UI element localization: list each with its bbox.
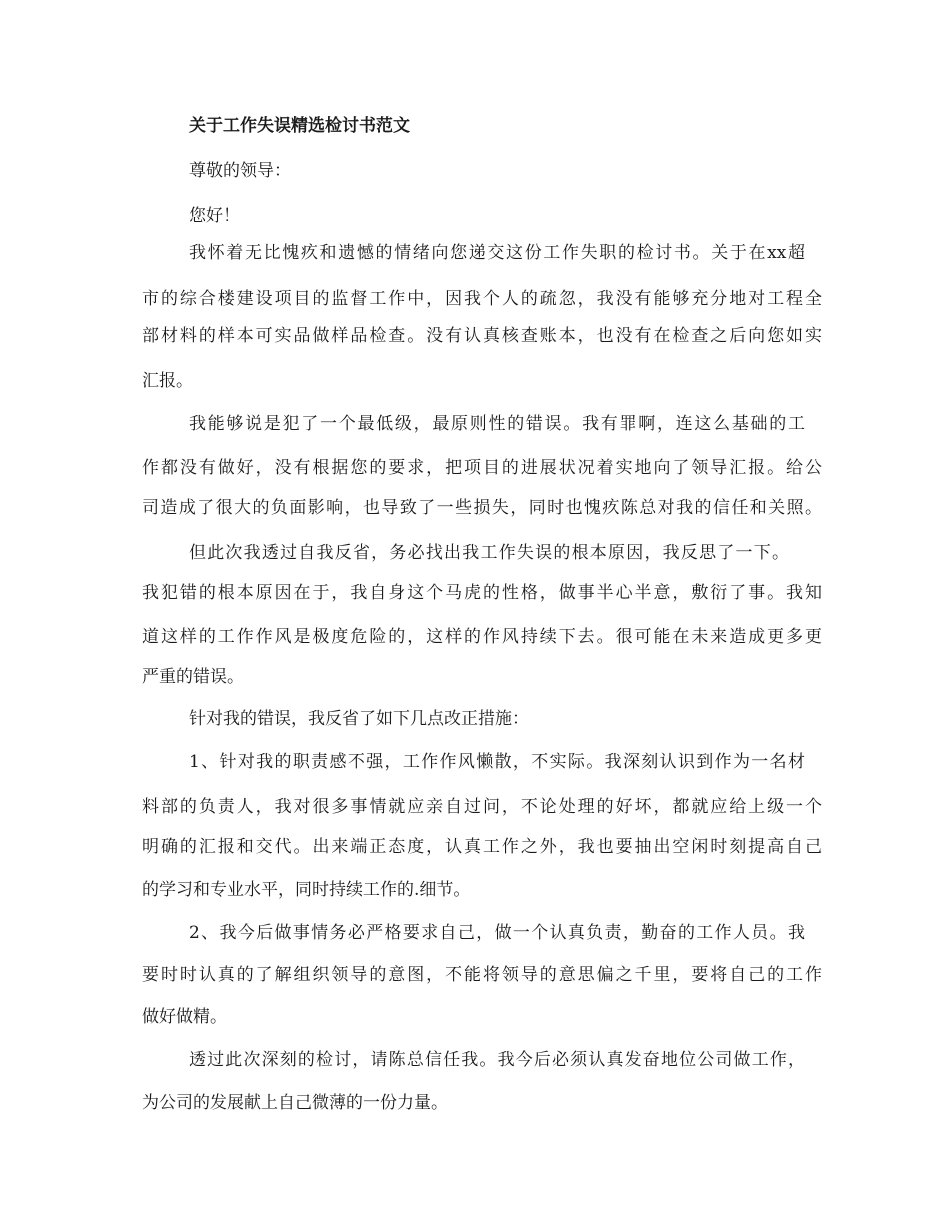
body-line: 严重的错误。 — [142, 667, 244, 687]
body-line: 针对我的错误，我反省了如下几点改正措施： — [189, 709, 529, 729]
body-line: 市的综合楼建设项目的监督工作中，因我个人的疏忽，我没有能够充分地对工程全 — [142, 289, 822, 309]
greeting: 您好！ — [189, 206, 240, 226]
body-line: 料部的负责人，我对很多事情就应亲自过问，不论处理的好坏，都就应给上级一个 — [142, 797, 822, 817]
body-line: 我犯错的根本原因在于，我自身这个马虎的性格，做事半心半意，敷衍了事。我知 — [142, 583, 822, 603]
body-line: 我能够说是犯了一个最低级，最原则性的错误。我有罪啊，连这么基础的工 — [189, 414, 805, 434]
body-line: 2、我今后做事情务必严格要求自己，做一个认真负责，勤奋的工作人员。我 — [189, 923, 805, 943]
body-line: 的学习和专业水平，同时持续工作的.细节。 — [142, 880, 471, 900]
body-line: 明确的汇报和交代。出来端正态度，认真工作之外，我也要抽出空闲时刻提高自己 — [142, 837, 822, 857]
body-line: 作都没有做好，没有根据您的要求，把项目的进展状况着实地向了领导汇报。给公 — [142, 458, 822, 478]
body-line: 汇报。 — [142, 371, 193, 391]
body-line: 1、针对我的职责感不强，工作作风懒散，不实际。我深刻认识到作为一名材 — [189, 752, 805, 772]
body-line: 为公司的发展献上自己微薄的一份力量。 — [142, 1093, 448, 1113]
document-title: 关于工作失误精选检讨书范文 — [189, 116, 410, 136]
body-line: 透过此次深刻的检讨，请陈总信任我。我今后必须认真发奋地位公司做工作， — [189, 1050, 805, 1070]
body-line: 司造成了很大的负面影响，也导致了一些损失，同时也愧疚陈总对我的信任和关照。 — [142, 498, 822, 518]
body-line: 要时时认真的了解组织领导的意图，不能将领导的意思偏之千里，要将自己的工作 — [142, 965, 822, 985]
body-line: 我怀着无比愧疚和遗憾的情绪向您递交这份工作失职的检讨书。关于在xx超 — [189, 243, 805, 263]
salutation: 尊敬的领导： — [189, 161, 291, 181]
body-line: 做好做精。 — [142, 1007, 227, 1027]
body-line: 部材料的样本可实品做样品检查。没有认真核查账本，也没有在检查之后向您如实 — [142, 326, 822, 346]
body-line: 道这样的工作作风是极度危险的，这样的作风持续下去。很可能在未来造成更多更 — [142, 627, 822, 647]
body-line: 但此次我透过自我反省，务必找出我工作失误的根本原因，我反思了一下。 — [189, 543, 789, 563]
